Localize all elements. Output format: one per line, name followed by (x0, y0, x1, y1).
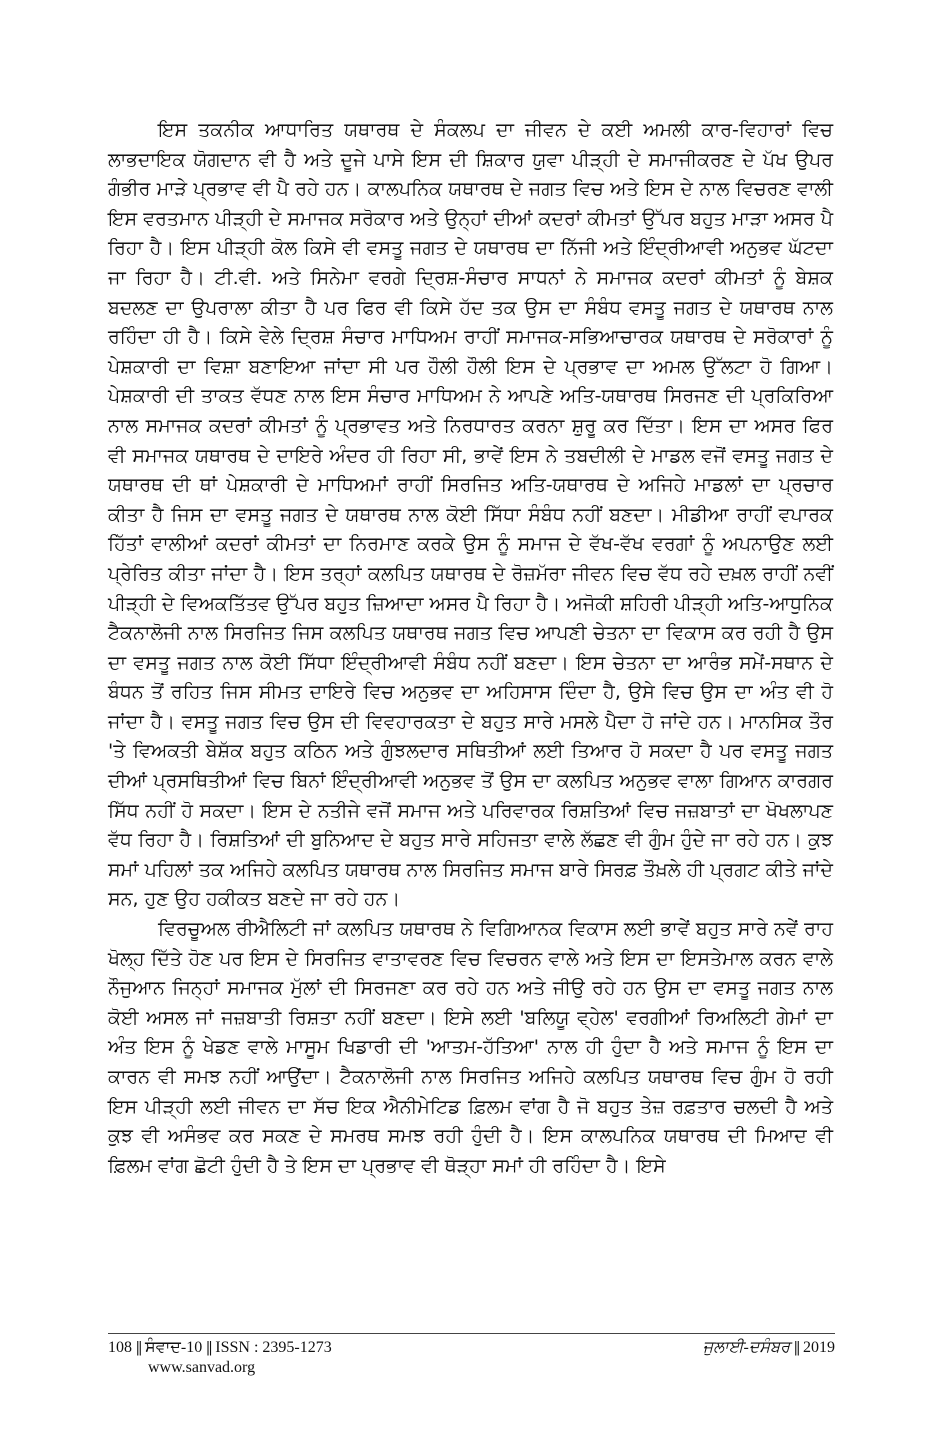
paragraph-1: ਇਸ ਤਕਨੀਕ ਆਧਾਰਿਤ ਯਥਾਰਥ ਦੇ ਸੰਕਲਪ ਦਾ ਜੀਵਨ ਦੇ ਕਈ ਅਮਲੀ ਕਾਰ-ਵਿਹਾਰਾਂ ਵਿਚ ਲਾਭਦਾਇਕ ਯੋਗਦਾਨ ਵੀ ਹੈ ਅਤੇ ਦੂਜੇ ਪਾਸੇ ਇਸ ਦੀ ਸ਼ਿਕਾਰ ਯੁਵਾ ਪੀੜ੍ਹੀ ਦੇ ਸਮਾਜੀਕਰਣ ਦੇ ਪੱਖ ਉਪਰ ਗੰਭੀਰ ਮਾੜੇ ਪ੍ਰਭਾਵ ਵੀ ਪੈ ਰਹੇ ਹਨ। ਕਾਲਪਨਿਕ ਯਥਾਰਥ ਦੇ ਜਗਤ ਵਿਚ ਅਤੇ ਇਸ ਦੇ ਨਾਲ ਵਿਚਰਣ ਵਾਲੀ ਇਸ ਵਰਤਮਾਨ ਪੀੜ੍ਹੀ ਦੇ ਸਮਾਜਕ ਸਰੋਕਾਰ ਅਤੇ ਉਨ੍ਹਾਂ ਦੀਆਂ ਕਦਰਾਂ ਕੀਮਤਾਂ ਉੱਪਰ ਬਹੁਤ ਮਾੜਾ ਅਸਰ ਪੈ ਰਿਹਾ ਹੈ। ਇਸ ਪੀੜ੍ਹੀ ਕੋਲ ਕਿਸੇ ਵੀ ਵਸਤੂ ਜਗਤ ਦੇ ਯਥਾਰਥ ਦਾ ਨਿੱਜੀ ਅਤੇ ਇੰਦ੍ਰੀਆਵੀ ਅਨੁਭਵ ਘੱਟਦਾ ਜਾ ਰਿਹਾ ਹੈ। ਟੀ.ਵੀ. ਅਤੇ ਸਿਨੇਮਾ ਵਰਗੇ ਦ੍ਰਿਸ਼-ਸੰਚਾਰ ਸਾਧਨਾਂ ਨੇ ਸਮਾਜਕ ਕਦਰਾਂ ਕੀਮਤਾਂ ਨੂੰ ਬੇਸ਼ਕ ਬਦਲਣ ਦਾ ਉਪਰਾਲਾ ਕੀਤਾ ਹੈ ਪਰ ਫਿਰ ਵੀ ਕਿਸੇ ਹੱਦ ਤਕ ਉਸ ਦਾ ਸੰਬੰਧ ਵਸਤੂ ਜਗਤ ਦੇ ਯਥਾਰਥ ਨਾਲ ਰਹਿੰਦਾ ਹੀ ਹੈ। ਕਿਸੇ ਵੇਲੇ ਦ੍ਰਿਸ਼ ਸੰਚਾਰ ਮਾਧਿਅਮ ਰਾਹੀਂ ਸਮਾਜਕ-ਸਭਿਆਚਾਰਕ ਯਥਾਰਥ ਦੇ ਸਰੋਕਾਰਾਂ ਨੂੰ ਪੇਸ਼ਕਾਰੀ ਦਾ ਵਿਸ਼ਾ ਬਣਾਇਆ ਜਾਂਦਾ ਸੀ ਪਰ ਹੌਲੀ ਹੌਲੀ ਇਸ ਦੇ ਪ੍ਰਭਾਵ ਦਾ ਅਮਲ ਉੱਲਟਾ ਹੋ ਗਿਆ। ਪੇਸ਼ਕਾਰੀ ਦੀ ਤਾਕਤ ਵੱਧਣ ਨਾਲ ਇਸ ਸੰਚਾਰ ਮਾਧਿਅਮ ਨੇ ਆਪਣੇ ਅਤਿ-ਯਥਾਰਥ ਸਿਰਜਣ ਦੀ ਪ੍ਰਕਿਰਿਆ ਨਾਲ ਸਮਾਜਕ ਕਦਰਾਂ ਕੀਮਤਾਂ ਨੂੰ ਪ੍ਰਭਾਵਤ ਅਤੇ ਨਿਰਧਾਰਤ ਕਰਨਾ ਸ਼ੁਰੂ ਕਰ ਦਿੱਤਾ। ਇਸ ਦਾ ਅਸਰ ਫਿਰ ਵੀ ਸਮਾਜਕ ਯਥਾਰਥ ਦੇ ਦਾਇਰੇ ਅੰਦਰ ਹੀ ਰਿਹਾ ਸੀ, ਭਾਵੇਂ ਇਸ ਨੇ ਤਬਦੀਲੀ ਦੇ ਮਾਡਲ ਵਜੋਂ ਵਸਤੂ ਜਗਤ ਦੇ ਯਥਾਰਥ ਦੀ ਥਾਂ ਪੇਸ਼ਕਾਰੀ ਦੇ ਮਾਧਿਅਮਾਂ ਰਾਹੀਂ ਸਿਰਜਿਤ ਅਤਿ-ਯਥਾਰਥ ਦੇ ਅਜਿਹੇ ਮਾਡਲਾਂ ਦਾ ਪ੍ਰਚਾਰ ਕੀਤਾ ਹੈ ਜਿਸ ਦਾ ਵਸਤੂ ਜਗਤ ਦੇ ਯਥਾਰਥ ਨਾਲ ਕੋਈ ਸਿੱਧਾ ਸੰਬੰਧ ਨਹੀਂ ਬਣਦਾ। ਮੀਡੀਆ ਰਾਹੀਂ ਵਪਾਰਕ ਹਿੱਤਾਂ ਵਾਲੀਆਂ ਕਦਰਾਂ ਕੀਮਤਾਂ ਦਾ ਨਿਰਮਾਣ ਕਰਕੇ ਉਸ ਨੂੰ ਸਮਾਜ ਦੇ ਵੱਖ-ਵੱਖ ਵਰਗਾਂ ਨੂੰ ਅਪਨਾਉਣ ਲਈ ਪ੍ਰੇਰਿਤ ਕੀਤਾ ਜਾਂਦਾ ਹੈ। ਇਸ ਤਰ੍ਹਾਂ ਕਲਪਿਤ ਯਥਾਰਥ ਦੇ ਰੋਜ਼ਮੱਰਾ ਜੀਵਨ ਵਿਚ ਵੱਧ ਰਹੇ ਦਖ਼ਲ ਰਾਹੀਂ ਨਵੀਂ ਪੀੜ੍ਹੀ ਦੇ ਵਿਅਕਤਿੱਤਵ ਉੱਪਰ ਬਹੁਤ ਜ਼ਿਆਦਾ ਅਸਰ ਪੈ ਰਿਹਾ ਹੈ। ਅਜੋਕੀ ਸ਼ਹਿਰੀ ਪੀੜ੍ਹੀ ਅਤਿ-ਆਧੁਨਿਕ ਟੈਕਨਾਲੋਜੀ ਨਾਲ ਸਿਰਜਿਤ ਜਿਸ ਕਲਪਿਤ ਯਥਾਰਥ ਜਗਤ ਵਿਚ ਆਪਣੀ ਚੇਤਨਾ ਦਾ ਵਿਕਾਸ ਕਰ ਰਹੀ ਹੈ ਉਸ ਦਾ ਵਸਤੂ ਜਗਤ ਨਾਲ ਕੋਈ ਸਿੱਧਾ ਇੰਦ੍ਰੀਆਵੀ ਸੰਬੰਧ ਨਹੀਂ ਬਣਦਾ। ਇਸ ਚੇਤਨਾ ਦਾ ਆਰੰਭ ਸਮੇਂ-ਸਥਾਨ ਦੇ ਬੰਧਨ ਤੋਂ ਰਹਿਤ ਜਿਸ ਸੀਮਤ ਦਾਇਰੇ ਵਿਚ ਅਨੁਭਵ ਦਾ ਅਹਿਸਾਸ ਦਿੰਦਾ ਹੈ, ਉਸੇ ਵਿਚ ਉਸ ਦਾ ਅੰਤ ਵੀ ਹੋ ਜਾਂਦਾ ਹੈ। ਵਸਤੂ ਜਗਤ ਵਿਚ ਉਸ ਦੀ ਵਿਵਹਾਰਕਤਾ ਦੇ ਬਹੁਤ ਸਾਰੇ ਮਸਲੇ ਪੈਦਾ ਹੋ ਜਾਂਦੇ ਹਨ। ਮਾਨਸਿਕ ਤੌਰ 'ਤੇ ਵਿਅਕਤੀ ਬੇਸ਼ੱਕ ਬਹੁਤ ਕਠਿਨ ਅਤੇ ਗੁੰਝਲਦਾਰ ਸਥਿਤੀਆਂ ਲਈ ਤਿਆਰ ਹੋ ਸਕਦਾ ਹੈ ਪਰ ਵਸਤੂ ਜਗਤ ਦੀਆਂ ਪ੍ਰਸਥਿਤੀਆਂ ਵਿਚ ਬਿਨਾਂ ਇੰਦ੍ਰੀਆਵੀ ਅਨੁਭਵ ਤੋਂ ਉਸ ਦਾ ਕਲਪਿਤ ਅਨੁਭਵ ਵਾਲਾ ਗਿਆਨ ਕਾਰਗਰ ਸਿੱਧ ਨਹੀਂ ਹੋ ਸਕਦਾ। ਇਸ ਦੇ ਨਤੀਜੇ ਵਜੋਂ ਸਮਾਜ ਅਤੇ ਪਰਿਵਾਰਕ ਰਿਸ਼ਤਿਆਂ ਵਿਚ ਜਜ਼ਬਾਤਾਂ ਦਾ ਖੋਖਲਾਪਣ ਵੱਧ ਰਿਹਾ ਹੈ। ਰਿਸ਼ਤਿਆਂ ਦੀ ਬੁਨਿਆਦ ਦੇ ਬਹੁਤ ਸਾਰੇ ਸਹਿਜਤਾ ਵਾਲੇ ਲੱਛਣ ਵੀ ਗੁੰਮ ਹੁੰਦੇ ਜਾ ਰਹੇ ਹਨ। ਕੁਝ ਸਮਾਂ ਪਹਿਲਾਂ ਤਕ ਅਜਿਹੇ ਕਲਪਿਤ ਯਥਾਰਥ ਨਾਲ ਸਿਰਜਿਤ ਸਮਾਜ ਬਾਰੇ ਸਿਰਫ਼ ਤੌਖ਼ਲੇ ਹੀ ਪ੍ਰਗਟ ਕੀਤੇ ਜਾਂਦੇ ਸਨ, ਹੁਣ ਉਹ ਹਕੀਕਤ ਬਣਦੇ ਜਾ ਰਹੇ ਹਨ। (108, 119, 833, 911)
issn-label: ISSN : 2395-1273 (215, 1339, 332, 1356)
footer-separator: || (206, 1339, 212, 1356)
footer-right (703, 1338, 835, 1358)
page-number: 108 (108, 1339, 132, 1356)
issue-period: ਜੁਲਾਈ-ਦਸੰਬਰ (702, 1339, 790, 1356)
footer-divider (108, 1333, 835, 1334)
paragraph-2: ਵਿਰਚੂਅਲ ਰੀਐਲਿਟੀ ਜਾਂ ਕਲਪਿਤ ਯਥਾਰਥ ਨੇ ਵਿਗਿਆਨਕ ਵਿਕਾਸ ਲਈ ਭਾਵੇਂ ਬਹੁਤ ਸਾਰੇ ਨਵੇਂ ਰਾਹ ਖੋਲ੍ਹ ਦਿੱਤੇ ਹੋਣ ਪਰ ਇਸ ਦੇ ਸਿਰਜਿਤ ਵਾਤਾਵਰਣ ਵਿਚ ਵਿਚਰਨ ਵਾਲੇ ਅਤੇ ਇਸ ਦਾ ਇਸਤੇਮਾਲ ਕਰਨ ਵਾਲੇ ਨੌਜੁਆਨ ਜਿਨ੍ਹਾਂ ਸਮਾਜਕ ਮੁੱਲਾਂ ਦੀ ਸਿਰਜਣਾ ਕਰ ਰਹੇ ਹਨ ਅਤੇ ਜੀਉ ਰਹੇ ਹਨ ਉਸ ਦਾ ਵਸਤੂ ਜਗਤ ਨਾਲ ਕੋਈ ਅਸਲ ਜਾਂ ਜਜ਼ਬਾਤੀ ਰਿਸ਼ਤਾ ਨਹੀਂ ਬਣਦਾ। ਇਸੇ ਲਈ 'ਬਲਿਯੂ ਵ੍ਹੇਲ' ਵਰਗੀਆਂ ਰਿਅਲਿਟੀ ਗੇਮਾਂ ਦਾ ਅੰਤ ਇਸ ਨੂੰ ਖੇਡਣ ਵਾਲੇ ਮਾਸੂਮ ਖਿਡਾਰੀ ਦੀ 'ਆਤਮ-ਹੱਤਿਆ' ਨਾਲ ਹੀ ਹੁੰਦਾ ਹੈ ਅਤੇ ਸਮਾਜ ਨੂੰ ਇਸ ਦਾ ਕਾਰਨ ਵੀ ਸਮਝ ਨਹੀਂ ਆਉਂਦਾ। ਟੈਕਨਾਲੋਜੀ ਨਾਲ ਸਿਰਜਿਤ ਅਜਿਹੇ ਕਲਪਿਤ ਯਥਾਰਥ ਵਿਚ ਗੁੰਮ ਹੋ ਰਹੀ ਇਸ ਪੀੜ੍ਹੀ ਲਈ ਜੀਵਨ ਦਾ ਸੱਚ ਇਕ ਐਨੀਮੇਟਿਡ ਫ਼ਿਲਮ ਵਾਂਗ ਹੈ ਜੋ ਬਹੁਤ ਤੇਜ਼ ਰਫ਼ਤਾਰ ਚਲਦੀ ਹੈ ਅਤੇ ਕੁਝ ਵੀ ਅਸੰਭਵ ਕਰ ਸਕਣ ਦੇ ਸਮਰਥ ਸਮਝ ਰਹੀ ਹੁੰਦੀ ਹੈ। ਇਸ ਕਾਲਪਨਿਕ ਯਥਾਰਥ ਦੀ ਮਿਆਦ ਵੀ ਫ਼ਿਲਮ ਵਾਂਗ ਛੋਟੀ ਹੁੰਦੀ ਹੈ ਤੇ ਇਸ ਦਾ ਪ੍ਰਭਾਵ ਵੀ ਥੋੜ੍ਹਾ ਸਮਾਂ ਹੀ ਰਹਿੰਦਾ ਹੈ। ਇਸੇ (108, 918, 833, 1177)
website-link[interactable]: www.sanvad.org (148, 1359, 256, 1376)
footer-left (108, 1338, 332, 1358)
journal-name: ਸੰਵਾਦ-10 (145, 1339, 203, 1356)
footer-separator: || (136, 1339, 142, 1356)
footer-separator: || (793, 1339, 799, 1356)
issue-year: 2019 (803, 1339, 835, 1356)
article-body (108, 116, 833, 1181)
